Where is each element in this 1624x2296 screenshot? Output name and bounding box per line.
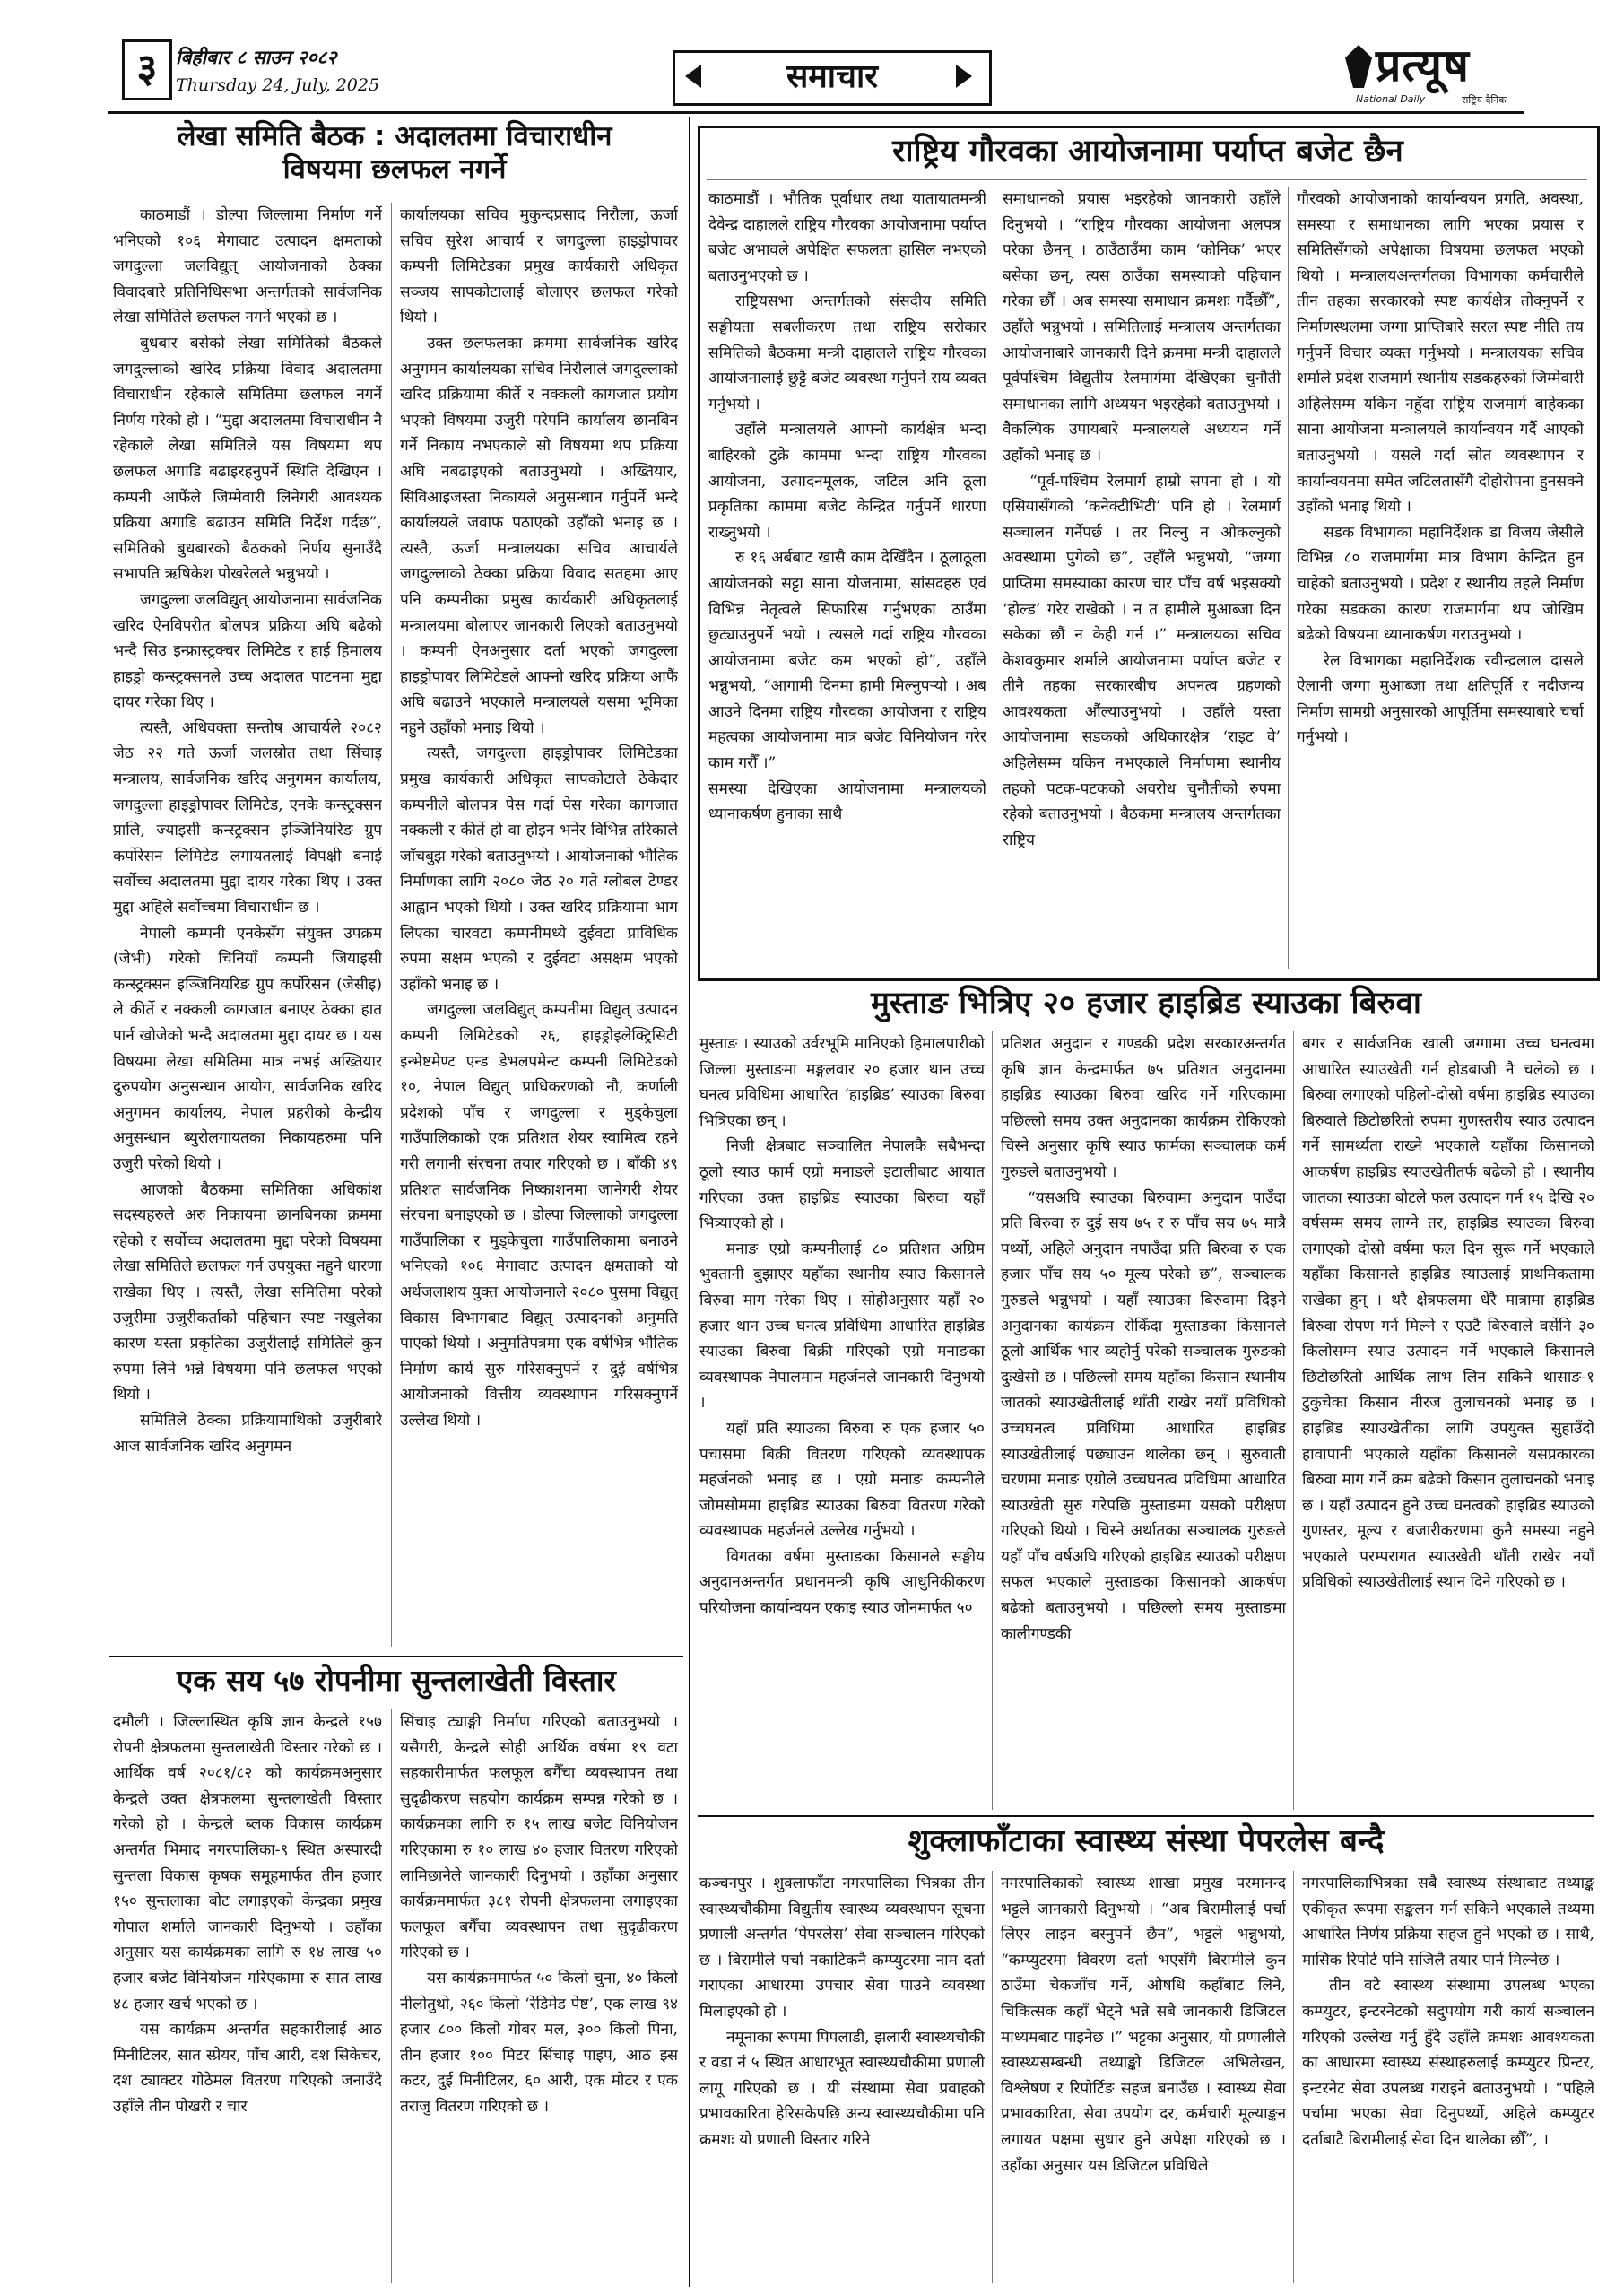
column-divider <box>1293 1871 1294 2283</box>
paragraph: नगरपालिकाभित्रका सबै स्वास्थ्य संस्थाबाट तथ्याङ्क एकीकृत रूपमा सङ्कलन गर्न सकिने भएकाले तथ्यमा आधारित निर्णय प्रक्रिया सहज हुने भएको छ । साथै, मासिक रिपोर्ट पनि सजिलै तयार पार्न मिल्नेछ । <box>1302 1874 1594 1970</box>
logo-tagline-np: राष्ट्रिय दैनिक <box>1462 94 1507 106</box>
column-divider <box>992 1031 993 1810</box>
article-lekha-col1 <box>113 203 382 1647</box>
paragraph: तीन वटै स्वास्थ्य संस्थामा उपलब्ध भएका कम्प्युटर, इन्टरनेटको सदुपयोग गरी कार्य सञ्चालन गरिएको उल्लेख गर्नु हुँदै उहाँले क्रमशः आवश्यकता का आधारमा स्वास्थ्य संस्थाहरुलाई कम्प्युटर प्रिन्टर, इन्टरनेट सेवा उपलब्ध गराइने बताउनुभयो । “पहिले पर्चामा भएका सेवा दिनुपर्थ्यो, अहिले कम्प्युटर दर्ताबाटै बिरामीलाई सेवा दिन थालेका छौँ”, । <box>1302 1977 1594 2149</box>
paragraph: समितिले ठेक्का प्रक्रियामाथिको उजुरीबारे आज सार्वजनिक खरिद अनुगमन <box>113 1411 382 1456</box>
paragraph: यहाँ प्रति स्याउका बिरुवा रु एक हजार ५० पचासमा बिक्री वितरण गरिएको व्यवस्थापक महर्जनको भनाइ छ । एग्रो मनाङ कम्पनीले जोमसोममा हाइब्रिड स्याउका बिरुवा वितरण गरेको व्यवस्थापक महर्जनले उल्लेख गर्नुभयो । <box>699 1419 985 1541</box>
paragraph: काठमाडौं । भौतिक पूर्वाधार तथा यातायातमन्त्री देवेन्द्र दाहालले राष्ट्रिय गौरवका आयोजनामा पर्याप्त बजेट अभावले अपेक्षित सफलता हासिल नभएको बताउनुभएको छ । <box>708 190 986 285</box>
paragraph: नगरपालिकाको स्वास्थ्य शाखा प्रमुख परमानन्द भट्टले जानकारी दिनुभयो । “अब बिरामीलाई पर्चा लिएर लाइन बस्नुपर्ने छैन”, भट्टले भन्नुभयो, “कम्प्युटरमा विवरण दर्ता भएसँगै बिरामीले कुन ठाउँमा चेकजाँच गर्ने, औषधि कहाँबाट लिने, चिकित्सक कहाँ भेट्ने भन्ने सबै जानकारी डिजिटल माध्यमबाट पाइनेछ ।” भट्टका अनुसार, यो प्रणालीले स्वास्थ्यसम्बन्धी तथ्याङ्को डिजिटल अभिलेखन, विश्लेषण र रिपोर्टिङ सहज बनाउँछ । स्वास्थ्य सेवा प्रभावकारिता, सेवा उपयोग दर, कर्मचारी मूल्याङ्कन लगायत पक्षमा सुधार हुने अपेक्षा गरिएको छ । उहाँका अनुसार यस डिजिटल प्रविधिले <box>1001 1874 1286 2175</box>
paragraph: दमौली । जिल्लास्थित कृषि ज्ञान केन्द्रले १५७ रोपनी क्षेत्रफलमा सुन्तलाखेती विस्तार गरेको छ । आर्थिक वर्ष २०८१/८२ को कार्यक्रमअनुसार केन्द्रले उक्त क्षेत्रफलमा सुन्तलाखेती विस्तार गरेको हो । केन्द्रले ब्लक विकास कार्यक्रम अन्तर्गत भिमाद नगरपालिका-९ स्थित अस्पारदी सुन्तला विकास कृषक समूहमार्फत तीन हजार १५० सुन्तलाका बोट लगाइएको केन्द्रका प्रमुख गोपाल शर्माले जानकारी दिनुभयो । उहाँका अनुसार यस कार्यक्रमका लागि रु १४ लाख ५० हजार बजेट विनियोजन गरिएकामा रु सात लाख ४८ हजार खर्च भएको छ । <box>113 1713 382 2013</box>
logo-name: प्रत्यूष <box>1376 39 1470 91</box>
paragraph: प्रतिशत अनुदान र गण्डकी प्रदेश सरकारअन्तर्गत कृषि ज्ञान केन्द्रमार्फत ७५ प्रतिशत अनुदानमा हाइब्रिड स्याउका बिरुवा खरिद गर्ने गरिएकामा पछिल्लो समय उक्त अनुदानका कार्यक्रम रोकिएको चिस्ने अनुसार कृषि स्याउ फार्मका सञ्चालक कर्म गुरुङले बताउनुभयो । <box>1001 1035 1286 1181</box>
headline-paperless: शुक्लाफाँटाका स्वास्थ्य संस्था पेपरलेस बन्दै <box>908 1823 1385 1859</box>
headline-gaurav: राष्ट्रिय गौरवका आयोजनामा पर्याप्त बजेट छैन <box>892 134 1403 170</box>
column-divider <box>992 1871 993 2283</box>
headline-lekha <box>109 120 680 187</box>
paragraph: सडक विभागका महानिर्देशक डा विजय जैसीले विभिन्न ८० राजमार्गमा मात्र विभाग केन्द्रित हुन चाहेको बताउनुभयो । प्रदेश र स्थानीय तहले निर्माण गरेका सडकका कारण राजमार्गमा थप जोखिम बढेको विषयमा ध्यानाकर्षण गराउनुभयो । <box>1297 523 1584 645</box>
date-english: Thursday 24, July, 2025 <box>176 75 380 95</box>
paragraph: निजी क्षेत्रबाट सञ्चालित नेपालकै सबैभन्दा ठूलो स्याउ फार्म एग्रो मनाङले इटालीबाट आयात गरिएका उक्त हाइब्रिड स्याउका बिरुवा यहाँ भित्र्याएको हो । <box>699 1137 985 1233</box>
headline-rule <box>707 179 1587 180</box>
article-rule <box>109 1656 683 1657</box>
paragraph: जगदुल्ला जलविद्युत् कम्पनीमा विद्युत् उत्पादन कम्पनी लिमिटेडको २६, हाइड्रोइलेक्ट्रिसिटी इन्भेष्टमेण्ट एन्ड डेभलपमेन्ट कम्पनी लिमिटेडको १०, नेपाल विद्युत् प्राधिकरणको नौ, कर्णाली प्रदेशको पाँच र जगदुल्ला र मुड्केचुला गाउँपालिकाको एक प्रतिशत शेयर स्वामित्व रहने गरी लगानी संरचना तयार गरिएको छ । बाँकी ४९ प्रतिशत सार्वजनिक निष्काशनमा जानेगरी शेयर संरचना बनाइएको छ । डोल्पा जिल्लाको जगदुल्ला गाउँपालिका र मुड्केचुला गाउँपालिकामा बनाउने भनिएको १०६ मेगावाट उत्पादन क्षमताको यो अर्धजलाशय युक्त आयोजनाले २०८० पुसमा विद्युत् विकास विभागबाट विद्युत् उत्पादनको अनुमति पाएको थियो । अनुमतिपत्रमा एक वर्षभित्र भौतिक निर्माण कार्य सुरु गरिसक्नुपर्ने र दुई वर्षभित्र आयोजनाको वित्तीय व्यवस्थापन गरिसक्नुपर्ने उल्लेख थियो । <box>400 1001 678 1430</box>
paragraph: रेल विभागका महानिर्देशक रवीन्द्रलाल दासले ऐलानी जग्गा मुआब्जा तथा क्षतिपूर्ति र नदीजन्य निर्माण सामग्री अनुसारको आपूर्तिमा समस्याबारे चर्चा गर्नुभयो । <box>1297 651 1584 747</box>
article-gaurav-col1 <box>708 187 986 969</box>
article-mustang-col1 <box>699 1031 985 1810</box>
paragraph: मनाङ एग्रो कम्पनीलाई ८० प्रतिशत अग्रिम भुक्तानी बुझाएर यहाँका स्थानीय स्याउ किसानले बिरुवा माग गरेका थिए । सोहीअनुसार यहाँ २० हजार थान उच्च घनत्व प्रविधिमा आधारित हाइब्रिड स्याउका बिरुवा बिक्री गरिएको एग्रो मनाङका व्यवस्थापक नेपालमान महर्जनले जानकारी दिनुभयो । <box>699 1239 985 1413</box>
masthead-rule <box>108 111 1524 114</box>
paragraph: काठमाडौं । डोल्पा जिल्लामा निर्माण गर्ने भनिएको १०६ मेगावाट उत्पादन क्षमताको जगदुल्ला जलविद्युत् आयोजनाको ठेक्का विवादबारे प्रतिनिधिसभा अन्तर्गतको सार्वजनिक लेखा समितिले छलफल नगर्ने भएको छ । <box>113 206 382 327</box>
paragraph: उक्त छलफलका क्रममा सार्वजनिक खरिद अनुगमन कार्यालयका सचिव निरौलाले जगदुल्लाको खरिद प्रक्रियामा कीर्ते र नक्कली कागजात प्रयोग भएको विषयमा उजुरी परेपनि कार्यालय छानबिन गर्ने निकाय नभएकाले सो विषयमा थप प्रक्रिया अघि नबढाइएको बताउनुभयो । अख्तियार, सिविआइजस्ता निकायले अनुसन्धान गर्नुपर्ने भन्दै कार्यालयले जवाफ पठाएको उहाँको भनाइ छ । त्यस्तै, ऊर्जा मन्त्रालयका सचिव आचार्यले जगदुल्लाको ठेक्का प्रक्रिया विवाद सतहमा आए पनि कम्पनीका प्रमुख कार्यकारी अधिकृतलाई मन्त्रालयमा बोलाएर जानकारी लिएको बताउनुभयो । कम्पनी ऐनअनुसार दर्ता भएको जगदुल्ला हाइड्रोपावर लिमिटेडले आफ्नो खरिद प्रक्रिया आफैं अघि बढाउने भएकाले मन्त्रालयले यसमा भूमिका नहुने उहाँको भनाइ थियो । <box>400 334 678 737</box>
column-divider <box>391 203 392 1647</box>
paragraph: सिंचाइ ट्याङ्गी निर्माण गरिएको बताउनुभयो । यसैगरी, केन्द्रले सोही आर्थिक वर्षमा १९ वटा सहकारीमार्फत फलफूल बगैँचा व्यवस्थापन तथा सुदृढीकरण सहयोग कार्यक्रम सम्पन्न गरेको छ । कार्यक्रमका लागि रु १५ लाख बजेट विनियोजन गरिएकामा रु १० लाख ४० हजार वितरण गरिएको लामिछानेले जानकारी दिनुभयो । उहाँका अनुसार कार्यक्रममार्फत ३८१ रोपनी क्षेत्रफलमा लगाइएका फलफूल बगैँचा व्यवस्थापन तथा सुदृढीकरण गरिएको छ । <box>400 1713 678 1962</box>
triangle-left-icon <box>685 65 701 88</box>
article-paperless-col1 <box>699 1871 985 2283</box>
masthead <box>0 0 1624 108</box>
paragraph: “पूर्व-पश्चिम रेलमार्ग हाम्रो सपना हो । यो एसियासँगको ‘कनेक्टीभिटी’ पनि हो । रेलमार्ग सञ्चालन गर्नैपर्छ । तर निल्नु न ओकल्नुको अवस्थामा पुगेको छ”, उहाँले भन्नुभयो, “जग्गा प्राप्तिमा समस्याका कारण चार पाँच वर्ष भइसक्यो ‘होल्ड’ गरेर राखेको । न त हामीले मुआब्जा दिन सकेका छौं न केही गर्न ।” मन्त्रालयका सचिव केशवकुमार शर्माले आयोजनामा पर्याप्त बजेट र तीनै तहका सरकारबीच अपनत्व ग्रहणको आवश्यकता औंल्याउनुभयो । उहाँले यस्ता आयोजनामा सडकको अधिकारक्षेत्र ‘राइट वे’ अहिलेसम्म यकिन नभएकाले निर्माणमा स्थानीय तहको पटक-पटकको अवरोध चुनौतीको रुपमा रहेको बताउनुभयो । बैठकमा मन्त्रालय अन्तर्गतका राष्ट्रिय <box>1003 472 1281 849</box>
paragraph: नेपाली कम्पनी एनकेसँग संयुक्त उपक्रम (जेभी) गरेको चिनियाँ कम्पनी जियाइसी कन्स्ट्रक्सन इञ्जिनियरिङ ग्रुप कर्पोरेसन (जेसीइ) ले कीर्ते र नक्कली कागजात बनाएर ठेक्का हात पार्न खोजेको भन्दै अदालतमा मुद्दा दायर छ । यस विषयमा लेखा समितिमा मात्र नभई अख्तियार दुरुपयोग अनुसन्धान आयोग, सार्वजनिक खरिद अनुगमन कार्यालय, नेपाल प्रहरीको केन्द्रीय अनुसन्धान ब्युरोलगायतका निकायहरुमा पनि उजुरी परेको थियो । <box>113 924 382 1173</box>
headline-lekha-line2: विषयमा छलफल नगर्ने <box>282 153 507 187</box>
article-gaurav-col3 <box>1297 187 1584 969</box>
paragraph: उहाँले मन्त्रालयले आफ्नो कार्यक्षेत्र भन्दा बाहिरको टुक्रे काममा भन्दा राष्ट्रिय गौरवका आयोजना, उत्पादनमूलक, जटिल अनि ठूला प्रकृतिका काममा बजेट केन्द्रित गर्नुपर्ने धारणा राख्नुभयो । <box>708 421 986 542</box>
column-divider <box>1293 1031 1294 1810</box>
headline-mustang: मुस्ताङ भित्रिए २० हजार हाइब्रिड स्याउका बिरुवा <box>871 986 1421 1022</box>
logo-tagline-en: National Daily <box>1356 93 1426 105</box>
paragraph: जगदुल्ला जलविद्युत् आयोजनामा सार्वजनिक खरिद ऐनविपरीत बोलपत्र प्रक्रिया अघि बढेको भन्दै सिउ इन्फ्रास्ट्रक्चर लिमिटेड र हाई हिमालय हाइड्रो कन्स्ट्रक्सनले उच्च अदालत पाटनमा मुद्दा दायर गरेका थिए । <box>113 590 382 712</box>
paragraph: त्यस्तै, अधिवक्ता सन्तोष आचार्यले २०८२ जेठ २२ गते ऊर्जा जलस्रोत तथा सिंचाइ मन्त्रालय, सार्वजनिक खरिद अनुगमन कार्यालय, जगदुल्ला हाइड्रोपावर लिमिटेड, एनके कन्स्ट्रक्सन प्रालि, ज्याइसी कन्स्ट्रक्सन इञ्जिनियरिङ ग्रुप कर्पोरेसन लिमिटेड लगायतलाई विपक्षी बनाई सर्वोच्च अदालतमा मुद्दा दायर गरेका थिए । उक्त मुद्दा अहिले सर्वोच्चमा विचाराधीन छ । <box>113 718 382 918</box>
triangle-right-icon <box>956 65 972 88</box>
paragraph: नमूनाका रूपमा पिपलाडी, झलारी स्वास्थ्यचौकी र वडा नं ५ स्थित आधारभूत स्वास्थ्यचौकीमा प्रणाली लागू गरिएको छ । यी संस्थामा सेवा प्रवाहको प्रभावकारिता हेरिसकेपछि अन्य स्वास्थ्यचौकीमा पनि क्रमशः यो प्रणाली विस्तार गरिने <box>699 2028 985 2149</box>
article-mustang-col3 <box>1302 1031 1594 1810</box>
paragraph: समाधानको प्रयास भइरहेको जानकारी उहाँले दिनुभयो । “राष्ट्रिय गौरवका आयोजना अलपत्र परेका छैनन् । ठाउँठाउँमा काम ‘कोनिक’ भएर बसेका छन्, त्यस ठाउँका समस्याको पहिचान गरेका छौँ । अब समस्या समाधान क्रमशः गर्दैछौँ”, उहाँले भन्नुभयो । समितिलाई मन्त्रालय अन्तर्गतका आयोजनाबारे जानकारी दिने क्रममा मन्त्री दाहालले पूर्वपश्चिम विद्युतीय रेलमार्गमा देखिएका चुनौती समाधानका लागि अध्ययन भइरहेको बताउनुभयो । वैकल्पिक उपायबारे मन्त्रालयले अध्ययन गर्ने उहाँको भनाइ छ । <box>1003 190 1281 465</box>
date-nepali: बिहीबार ८ साउन २०८२ <box>176 46 337 68</box>
paragraph: मुस्ताङ । स्याउको उर्वरभूमि मानिएको हिमालपारीको जिल्ला मुस्ताङमा मङ्गलवार २० हजार थान उच्च घनत्व प्रविधिमा आधारित ‘हाइब्रिड’ स्याउका बिरुवा भित्रिएका छन् । <box>699 1035 985 1130</box>
article-suntala-col1 <box>113 1709 382 2283</box>
section-divider <box>689 117 690 2287</box>
headline-lekha-line1: लेखा समिति बैठक : अदालतमा विचाराधीन <box>177 120 612 152</box>
paragraph: बुधबार बसेको लेखा समितिको बैठकले जगदुल्लाको खरिद प्रक्रिया विवाद अदालतमा विचाराधीन रहेकाले समितिमा छलफल नगर्ने निर्णय गरेको हो । “मुद्दा अदालतमा विचाराधीन नै रहेकाले लेखा समितिले यस विषयमा थप छलफल अगाडि बढाइरहनुपर्ने स्थिति देखिएन । कम्पनी आफैंले जिम्मेवारी लिनेगरी आवश्यक प्रक्रिया अगाडि बढाउन समिति निर्देश गर्दछ”, समितिको बुधबारको बैठकको निर्णय सुनाउँदै सभापति ऋषिकेश पोखरेलले भन्नुभयो । <box>113 334 382 584</box>
page-number: ३ <box>122 39 172 100</box>
article-paperless-col2 <box>1001 1871 1286 2283</box>
paragraph: यस कार्यक्रममार्फत ५० किलो चुना, ४० किलो नीलोतुथो, २६० किलो ‘रेडिमेड पेष्ट’, एक लाख ९४ हजार ८०० किलो गोबर मल, ३०० किलो पिना, तीन हजार १०० मिटर सिंचाइ पाइप, आठ झ्स कटर, दुई मिनीटिलर, ६० आरी, एक मोटर र एक तराजु वितरण गरिएको छ । <box>400 1969 678 2116</box>
headline-suntala: एक सय ५७ रोपनीमा सुन्तलाखेती विस्तार <box>177 1663 616 1698</box>
paragraph: रु १६ अर्बबाट खासै काम देखिँदैन । ठूलाठूला आयोजनको सट्टा साना योजनामा, सांसदहरु एवं विभिन्न नेतृत्वले सिफारिस गर्नुभएका ठाउँमा छुट्याउनुपर्ने भयो । त्यसले गर्दा राष्ट्रिय गौरवका आयोजनामा बजेट कम भएको हो”, उहाँले भन्नुभयो, “आगामी दिनमा हामी मिल्नुपर्‍यो । अब आउने दिनमा राष्ट्रिय गौरवका आयोजना र राष्ट्रिय महत्वका आयोजनामा मात्र बजेट विनियोजन गरेर काम गरौँ ।” <box>708 549 986 773</box>
paragraph: राष्ट्रियसभा अन्तर्गतको संसदीय समिति सङ्घीयता सबलीकरण तथा राष्ट्रिय सरोकार समितिको बैठकमा मन्त्री दाहालले राष्ट्रिय गौरवका आयोजनालाई छुट्टै बजेट व्यवस्था गर्नुपर्ने राय व्यक्त गर्नुभयो । <box>708 292 986 413</box>
paragraph: गौरवको आयोजनाको कार्यान्वयन प्रगति, अवस्था, समस्या र समाधानका लागि भएका प्रयास र समितिसँगको अपेक्षाका विषयमा छलफल भएको थियो । मन्त्रालयअन्तर्गतका विभागका कर्मचारीले तीन तहका सरकारको स्पष्ट कार्यक्षेत्र तोक्नुपर्ने र निर्माणस्थलमा जग्गा प्राप्तिबारे सरल स्पष्ट नीति तय गर्नुपर्ने विचार व्यक्त गर्नुभयो । मन्त्रालयका सचिव शर्माले प्रदेश राजमार्ग स्थानीय सडकहरुको जिम्मेवारी अहिलेसम्म यकिन नहुँदा राष्ट्रिय राजमार्ग बाहेकका साना आयोजना मन्त्रालयले कार्यान्वयन गर्दै आएको बताउनुभयो । यसले गर्दा स्रोत व्यवस्थापन र कार्यान्वयनमा समेत जटिलतासँगै दोहोरोपना हुनसक्ने उहाँको भनाइ थियो । <box>1297 190 1584 517</box>
paragraph: बगर र सार्वजनिक खाली जग्गामा उच्च घनत्वमा आधारित स्याउखेती गर्न होडबाजी नै चलेको छ । बिरुवा लगाएको पहिलो-दोस्रो वर्षमा हाइब्रिड स्याउका बिरुवाले छिटोछरितो रुपमा गुणस्तरीय स्याउ उत्पादन गर्ने सामर्थ्यता राख्ने भएकाले यहाँका किसानको आकर्षण हाइब्रिड स्याउखेतीतर्फ बढेको हो । स्थानीय जातका स्याउका बोटले फल उत्पादन गर्न १५ देखि २० वर्षसम्म समय लाग्ने तर, हाइब्रिड स्याउका बिरुवा लगाएको दोस्रो वर्षमा फल दिन सुरू गर्ने भएकाले यहाँका किसानले हाइब्रिड स्याउलाई प्राथमिकतामा राखेका हुन् । थरै क्षेत्रफलमा धेरै मात्रामा हाइब्रिड बिरुवा रोपण गर्न मिल्ने र एउटै बिरुवाले वर्सेनि ३० किलोसम्म स्याउ उत्पादन गर्ने भएकाले किसानले छिटोछरितो आर्थिक लाभ लिन सकिने थासाङ-१ टुकुचेका किसान नीरज तुलाचनको भनाइ छ । हाइब्रिड स्याउखेतीका लागि उपयुक्त सुहाउँदो हावापानी भएकाले यहाँका किसानले यसप्रकारका बिरुवा माग गर्ने क्रम बढेको किसान तुलाचनको भनाइ छ । यहाँ उत्पादन हुने उच्च घनत्वको हाइब्रिड स्याउको गुणस्तर, मूल्य र बजारीकरणमा कुनै समस्या नहुने भएकाले परम्परागत स्याउखेती थाँती राखेर नयाँ प्रविधिको स्याउखेतीलाई स्थान दिने गरिएको छ । <box>1302 1035 1594 1592</box>
paragraph: यस कार्यक्रम अन्तर्गत सहकारीलाई आठ मिनीटिलर, सात स्प्रेयर, पाँच आरी, दश सिकेचर, दश ट्याक्टर गोठेमल वितरण गरिएको जनाउँदै उहाँले तीन पोखरी र चार <box>113 2021 382 2116</box>
article-suntala-col2 <box>400 1709 678 2283</box>
logo-mark-icon <box>1345 45 1372 88</box>
column-divider <box>1288 187 1289 969</box>
article-paperless-col3 <box>1302 1871 1594 2283</box>
paragraph: “यसअघि स्याउका बिरुवामा अनुदान पाउँदा प्रति बिरुवा रु दुई सय ७५ र रु पाँच सय ७५ मात्रै पर्थ्यो, अहिले अनुदान नपाउँदा प्रति बिरुवा रु एक हजार पाँच सय ५० मूल्य परेको छ”, सञ्चालक गुरुङले भन्नुभयो । यहाँ स्याउका बिरुवामा दिइने अनुदानका कार्यक्रम रोकिँदा मुस्ताङका किसानले ठूलो आर्थिक भार व्यहोर्नु परेको सञ्चालक गुरुङको दुःखेसो छ । पछिल्लो समय यहाँका किसान स्थानीय जातको स्याउखेतीलाई थाँती राखेर नयाँ प्रविधिको उच्चघनत्व प्रविधिमा आधारित हाइब्रिड स्याउखेतीलाई पछ्याउन थालेका छन् । सुरुवाती चरणमा मनाङ एग्रोले उच्चघनत्व प्रविधिमा आधारित स्याउखेती सुरु गरेपछि मुस्ताङमा यसको परीक्षण गरिएको थियो । चिस्ने अर्थातका सञ्चालक गुरुङले यहाँ पाँच वर्षअघि गरिएको हाइब्रिड स्याउको परीक्षण सफल भएकाले मुस्ताङका किसानको आकर्षण बढेको बताउनुभयो । पछिल्लो समय मुस्ताङमा कालीगण्डकी <box>1001 1188 1286 1643</box>
paragraph: त्यस्तै, जगदुल्ला हाइड्रोपावर लिमिटेडका प्रमुख कार्यकारी अधिकृत सापकोटाले ठेकेदार कम्पनीले बोलपत्र पेस गर्दा पेस गरेका कागजात नक्कली र कीर्ते हो वा होइन भनेर विभिन्न तरिकाले जाँचबुझ गरेको बताउनुभयो । आयोजनाको भौतिक निर्माणका लागि २०८० जेठ २० गते ग्लोबल टेण्डर आह्वान भएको थियो । उक्त खरिद प्रक्रियामा भाग लिएका चारवटा कम्पनीमध्ये दुईवटा प्राविधिक रुपमा सक्षम भएको र दुईवटा असक्षम भएको उहाँको भनाइ छ । <box>400 744 678 994</box>
paragraph: विगतका वर्षमा मुस्ताङका किसानले सङ्घीय अनुदानअन्तर्गत प्रधानमन्त्री कृषि आधुनिकीकरण परियोजना कार्यान्वयन एकाइ स्याउ जोनमार्फत ५० <box>699 1547 985 1618</box>
section-label: समाचार <box>673 50 992 106</box>
paragraph: कञ्चनपुर । शुक्लाफाँटा नगरपालिका भित्रका तीन स्वास्थ्यचौकीमा विद्युतीय स्वास्थ्य व्यवस्थापन सूचना प्रणाली अन्तर्गत ‘पेपरलेस’ सेवा सञ्चालन गरिएको छ । बिरामीले पर्चा नकाटिकनै कम्प्युटरमा नाम दर्ता गराएका आधारमा उपचार सेवा पाउने व्यवस्था मिलाइएको हो । <box>699 1874 985 2021</box>
article-mustang-col2 <box>1001 1031 1286 1810</box>
article-gaurav-col2 <box>1003 187 1281 969</box>
paragraph: कार्यालयका सचिव मुकुन्दप्रसाद निरौला, ऊर्जा सचिव सुरेश आचार्य र जगदुल्ला हाइड्रोपावर कम्पनी लिमिटेडका प्रमुख कार्यकारी अधिकृत सञ्जय सापकोटालाई बोलाएर छलफल गरेको थियो । <box>400 206 678 327</box>
column-divider <box>391 1709 392 2283</box>
newspaper-logo <box>1345 39 1524 108</box>
paragraph: समस्या देखिएका आयोजनामा मन्त्रालयको ध्यानाकर्षण हुनाका साथै <box>708 779 986 824</box>
article-lekha-col2 <box>400 203 678 1647</box>
paragraph: आजको बैठकमा समितिका अधिकांश सदस्यहरुले अरु निकायमा छानबिनका क्रममा रहेको र सर्वोच्च अदालतमा मुद्दा परेको विषयमा लेखा समितिले छलफल गर्न उपयुक्त नहुने धारणा राखेका थिए । त्यस्तै, लेखा समितिमा परेको उजुरीमा उजुरीकर्ताको पहिचान स्पष्ट नखुलेका कारण यस्ता प्रकृतिका उजुरीलाई समितिले कुन रुपमा लिने भन्ने विषयमा पनि छलफल भएको थियो । <box>113 1180 382 1405</box>
article-rule <box>698 1815 1594 1817</box>
